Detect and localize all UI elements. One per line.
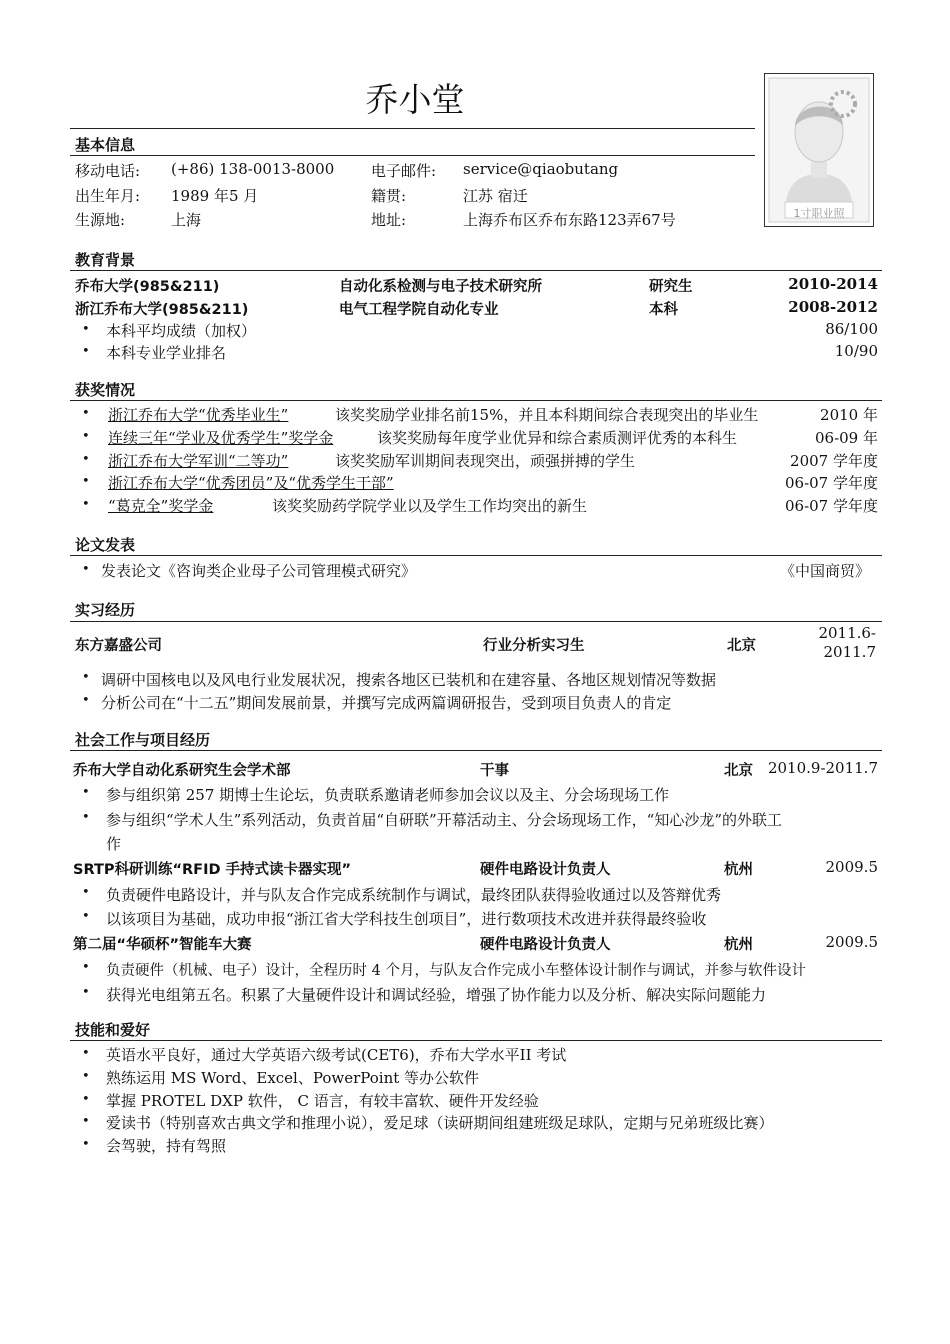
edu-school: 乔布大学(985&211) bbox=[75, 279, 220, 295]
award-desc: 该奖奖励药学院学业以及学生工作均突出的新生 bbox=[272, 497, 588, 515]
intern-item: 调研中国核电以及风电行业发展状况，搜索各地区已装机和在建容量、各地区规划情况等数据 bbox=[101, 671, 717, 689]
section-rule-skills bbox=[70, 1040, 882, 1041]
address-label: 地址: bbox=[371, 211, 407, 229]
edu-years: 2008-2012 bbox=[788, 298, 878, 316]
award-desc: 该奖奖励每年度学业优异和综合素质测评优秀的本科生 bbox=[377, 429, 738, 447]
award-year: 06-09 年 bbox=[814, 429, 878, 447]
award-year: 06-07 学年度 bbox=[784, 497, 878, 515]
bullet-icon: • bbox=[82, 810, 90, 825]
bullet-icon: • bbox=[82, 909, 90, 924]
photo-caption: 1寸职业照 bbox=[793, 207, 845, 220]
social-org: SRTP科研训练“RFID 手持式读卡器实现” bbox=[73, 862, 352, 878]
social-city: 杭州 bbox=[724, 937, 753, 953]
section-title-basic: 基本信息 bbox=[75, 136, 136, 154]
bullet-icon: • bbox=[82, 985, 90, 1000]
bullet-icon: • bbox=[82, 1114, 90, 1129]
edu-item-label: 本科平均成绩（加权） bbox=[106, 322, 257, 340]
skill-item: 掌握 PROTEL DXP 软件， C 语言，有较丰富软、硬件开发经验 bbox=[106, 1092, 539, 1110]
paper-title: 发表论文《咨询类企业母子公司管理模式研究》 bbox=[101, 562, 417, 580]
award-name: 浙江乔布大学军训“二等功” bbox=[108, 452, 289, 470]
bullet-icon: • bbox=[82, 322, 90, 337]
social-org: 第二届“华硕杯”智能车大赛 bbox=[73, 937, 252, 953]
award-desc: 该奖奖励军训期间表现突出，顽强拼搏的学生 bbox=[335, 452, 636, 470]
social-item: 负责硬件（机械、电子）设计，全程历时 4 个月，与队友合作完成小车整体设计制作与调试，并参与软件设计 bbox=[106, 963, 806, 979]
section-title-social: 社会工作与项目经历 bbox=[75, 731, 211, 749]
bullet-icon: • bbox=[82, 885, 90, 900]
bullet-icon: • bbox=[82, 1046, 90, 1061]
section-rule-education bbox=[70, 270, 882, 271]
social-role: 硬件电路设计负责人 bbox=[480, 937, 611, 953]
award-name: 浙江乔布大学“优秀团员”及“优秀学生干部” bbox=[108, 474, 394, 492]
social-period: 2010.9-2011.7 bbox=[767, 759, 878, 777]
skill-item: 熟练运用 MS Word、Excel、PowerPoint 等办公软件 bbox=[106, 1069, 480, 1087]
bullet-icon: • bbox=[82, 960, 90, 975]
section-title-internship: 实习经历 bbox=[75, 601, 136, 619]
bullet-icon: • bbox=[82, 1069, 90, 1084]
section-rule-social bbox=[70, 750, 882, 751]
section-title-papers: 论文发表 bbox=[75, 536, 136, 554]
skill-item: 英语水平良好，通过大学英语六级考试(CET6)，乔布大学水平II 考试 bbox=[106, 1046, 567, 1064]
section-title-education: 教育背景 bbox=[75, 251, 136, 269]
edu-degree: 本科 bbox=[649, 302, 678, 318]
intern-item: 分析公司在“十二五”期间发展前景，并撰写完成两篇调研报告，受到项目负责人的肯定 bbox=[101, 694, 672, 712]
section-title-awards: 获奖情况 bbox=[75, 381, 136, 399]
section-rule-papers bbox=[70, 555, 882, 556]
section-rule-awards bbox=[70, 400, 882, 401]
bullet-icon: • bbox=[82, 429, 90, 444]
native-value: 江苏 宿迁 bbox=[463, 187, 528, 205]
award-name: 浙江乔布大学“优秀毕业生” bbox=[108, 406, 289, 424]
edu-item-label: 本科专业学业排名 bbox=[106, 344, 227, 362]
social-item: 以该项目为基础，成功申报“浙江省大学科技生创项目”，进行数项技术改进并获得最终验收 bbox=[106, 910, 707, 928]
origin-label: 生源地: bbox=[75, 211, 126, 229]
resume-name: 乔小堂 bbox=[365, 80, 465, 119]
bullet-icon: • bbox=[82, 474, 90, 489]
social-item: 参与组织“学术人生”系列活动，负责首届“自研联”开幕活动主、分会场现场工作，“知心沙龙”的外联工 bbox=[106, 811, 783, 829]
skill-item: 爱读书（特别喜欢古典文学和推理小说），爱足球（读研期间组建班级足球队，定期与兄弟班级比赛） bbox=[106, 1114, 774, 1132]
phone-value: (+86) 138-0013-8000 bbox=[171, 160, 335, 178]
section-rule-internship bbox=[70, 621, 882, 622]
social-item: 负责硬件电路设计，并与队友合作完成系统制作与调试，最终团队获得验收通过以及答辩优秀 bbox=[106, 886, 722, 904]
email-label: 电子邮件: bbox=[371, 162, 437, 180]
social-role: 硬件电路设计负责人 bbox=[480, 862, 611, 878]
bullet-icon: • bbox=[82, 693, 90, 708]
edu-item-value: 86/100 bbox=[825, 320, 878, 338]
intern-city: 北京 bbox=[727, 638, 756, 654]
award-year: 06-07 学年度 bbox=[784, 474, 878, 492]
birth-value: 1989 年5 月 bbox=[171, 187, 259, 205]
bullet-icon: • bbox=[82, 344, 90, 359]
bullet-icon: • bbox=[82, 1137, 90, 1152]
origin-value: 上海 bbox=[171, 211, 202, 229]
bullet-icon: • bbox=[82, 562, 90, 577]
person-silhouette-icon bbox=[765, 74, 873, 226]
bullet-icon: • bbox=[82, 497, 90, 512]
social-item: 参与组织第 257 期博士生论坛，负责联系邀请老师参加会议以及主、分会场现场工作 bbox=[106, 786, 670, 804]
award-name: “葛克全”奖学金 bbox=[108, 497, 214, 515]
edu-item-value: 10/90 bbox=[834, 342, 878, 360]
social-period: 2009.5 bbox=[825, 933, 878, 951]
address-value: 上海乔布区乔布东路123弄67号 bbox=[463, 211, 676, 229]
intern-period-end: 2011.7 bbox=[823, 643, 876, 661]
award-year: 2007 学年度 bbox=[790, 452, 878, 470]
skill-item: 会驾驶，持有驾照 bbox=[106, 1137, 227, 1155]
award-year: 2010 年 bbox=[820, 406, 878, 424]
birth-label: 出生年月: bbox=[75, 187, 141, 205]
section-title-skills: 技能和爱好 bbox=[75, 1021, 151, 1039]
social-org: 乔布大学自动化系研究生会学术部 bbox=[73, 763, 291, 779]
intern-period-start: 2011.6- bbox=[818, 624, 876, 642]
email-value[interactable]: service@qiaobutang bbox=[463, 160, 619, 178]
bullet-icon: • bbox=[82, 406, 90, 421]
header-rule bbox=[70, 128, 755, 129]
phone-label: 移动电话: bbox=[75, 162, 141, 180]
social-period: 2009.5 bbox=[825, 858, 878, 876]
social-item-continued: 作 bbox=[106, 835, 122, 853]
social-city: 杭州 bbox=[724, 862, 753, 878]
edu-school: 浙江乔布大学(985&211) bbox=[75, 302, 249, 318]
paper-journal: 《中国商贸》 bbox=[779, 562, 870, 580]
social-role: 干事 bbox=[480, 763, 509, 779]
edu-years: 2010-2014 bbox=[788, 275, 878, 293]
section-rule-basic bbox=[70, 155, 755, 156]
intern-company: 东方嘉盛公司 bbox=[75, 638, 162, 654]
social-item: 获得光电组第五名。积累了大量硬件设计和调试经验，增强了协作能力以及分析、解决实际问题能力 bbox=[106, 986, 767, 1004]
bullet-icon: • bbox=[82, 785, 90, 800]
award-desc: 该奖奖励学业排名前15%，并且本科期间综合表现突出的毕业生 bbox=[335, 406, 759, 424]
profile-photo bbox=[764, 73, 874, 227]
edu-dept: 自动化系检测与电子技术研究所 bbox=[339, 279, 542, 295]
edu-degree: 研究生 bbox=[649, 279, 693, 295]
award-name: 连续三年“学业及优秀学生”奖学金 bbox=[108, 429, 334, 447]
bullet-icon: • bbox=[82, 670, 90, 685]
social-city: 北京 bbox=[724, 763, 753, 779]
intern-role: 行业分析实习生 bbox=[483, 638, 585, 654]
native-label: 籍贯: bbox=[371, 187, 407, 205]
edu-dept: 电气工程学院自动化专业 bbox=[339, 302, 499, 318]
bullet-icon: • bbox=[82, 452, 90, 467]
bullet-icon: • bbox=[82, 1092, 90, 1107]
